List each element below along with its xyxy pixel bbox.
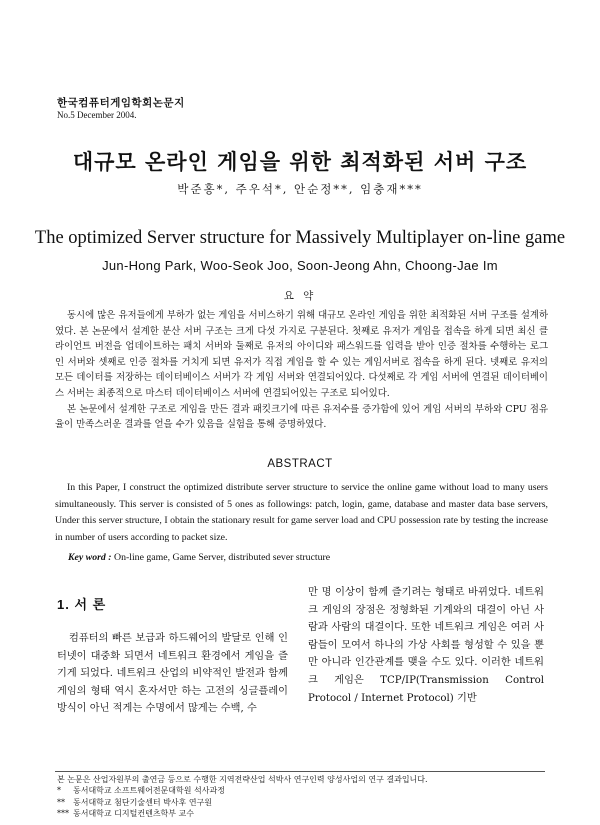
abstract-korean-paragraph: 동시에 많은 유저들에게 부하가 없는 게임을 서비스하기 위해 대규모 온라인 게임을 위한 최적화된 서버 구조를 설계하였다. 본 논문에서 설계한 분산 서버 구조는 크게 다섯 가지로 구분된다. 첫째로 유저가 게임을 접속을 하게 되면 최신 클라이언트 버전을 업데이트하는 패치 서버와 둘째로 유저의 아이디와 패스워드를 입력을 받아 인증 절차를 수행하는 로그인 서버와 셋째로 인증 절차를 거치게 되면 유저가 직접 게임을 할 수 있는 게임서버로 접속을 하게 된다. 넷째로 유저의 모든 데이터를 저장하는 데이터베이스 서버가 각 게임 서버와 연결되어있다. 다섯째로 각 게임 서버에 연결된 데이터베이스 서버는 최종적으로 마스터 데이터베이스 서버에 연결되어있는 구조로 되어있다. xyxy=(55,310,548,399)
body-paragraph: 컴퓨터의 빠른 보급과 하드웨어의 발달로 인해 인터넷이 대중화 되면서 네트워크 환경에서 게임을 즐기게 되었다. 네트워크 산업의 비약적인 발전과 함께 게임의 형태 역시 혼자서만 하는 고전의 싱글플레이 방식이 아닌 적게는 수명에서 많게는 수백, 수 xyxy=(57,633,288,715)
paper-title-english: The optimized Server structure for Massively Multiplayer on-line game xyxy=(34,228,566,248)
body-column-left xyxy=(57,630,288,718)
paper-title-korean: 대규모 온라인 게임을 위한 최적화된 서버 구조 xyxy=(72,149,528,174)
footnote-funding xyxy=(57,774,428,785)
footnote-text: 동서대학교 소프트웨어전문대학원 석사과정 xyxy=(73,786,225,796)
footnote-mark: *** xyxy=(57,809,69,819)
keywords xyxy=(68,552,330,563)
authors-korean: 박준홍*, 주우석*, 안순정**, 임충재*** xyxy=(177,182,423,196)
footnote-mark: ** xyxy=(57,797,65,807)
footnote-mark: * xyxy=(57,786,61,796)
footnote-affiliation xyxy=(57,785,428,796)
abstract-english-heading: ABSTRACT xyxy=(267,458,333,470)
abstract-korean xyxy=(55,308,548,433)
keywords-label: Key word : xyxy=(68,552,112,563)
body-paragraph: 만 명 이상이 함께 즐기려는 형태로 바뀌었다. 네트워크 게임의 장점은 정형화된 기계와의 대결이 아닌 사람과 사람의 대결이다. 또한 네트워크 게임은 여러 사람들이 모여서 하나의 가상 사회를 형성할 수 있을 뿐만 아니라 인간관계를 맺을 수도 있다. 이러한 네트워크 게임은 TCP/IP(Transmission Control Protocol / Internet Protocol) 기반 xyxy=(308,587,544,704)
abstract-english xyxy=(55,480,548,546)
issue-info: No.5 December 2004. xyxy=(57,110,137,120)
footnotes xyxy=(57,774,428,820)
authors-english: Jun-Hong Park, Woo-Seok Joo, Soon-Jeong Ahn, Choong-Jae Im xyxy=(102,258,498,273)
section-heading-introduction: 1. 서 론 xyxy=(57,597,107,612)
footnote-divider xyxy=(55,771,545,772)
abstract-korean-heading: 요 약 xyxy=(283,290,317,302)
footnote-text: 동서대학교 디지털컨텐츠학부 교수 xyxy=(73,809,195,819)
abstract-english-paragraph: In this Paper, I construct the optimized distribute server structure to service the online game without load to many users simultaneously. This server is consisted of 5 ones as followings: patch, login, game, database and master data base servers, Under this server structure, I obtain the stationary result for game server load and CPU possession rate by testing the increase in number of users according to packet size. xyxy=(55,482,548,543)
footnote-affiliation xyxy=(57,808,428,819)
footnote-text: 동서대학교 첨단기술센터 박사후 연구원 xyxy=(73,797,213,807)
body-column-right xyxy=(308,584,544,707)
abstract-korean-paragraph: 본 논문에서 설계한 구조로 게임을 만든 결과 패킷크기에 따른 유저수를 증가함에 있어 게임 서버의 부하와 CPU 점유율이 만족스러운 결과를 얻을 수가 있음을 실험을 통해 증명하였다. xyxy=(55,403,548,431)
keywords-text: On-line game, Game Server, distributed sever structure xyxy=(114,552,331,563)
journal-name: 한국컴퓨터게임학회논문지 xyxy=(57,97,185,109)
footnote-text: 본 논문은 산업자원부의 출연금 등으로 수행한 지역전략산업 석박사 연구인력 양성사업의 연구 결과입니다. xyxy=(57,775,428,784)
footnote-affiliation xyxy=(57,797,428,808)
